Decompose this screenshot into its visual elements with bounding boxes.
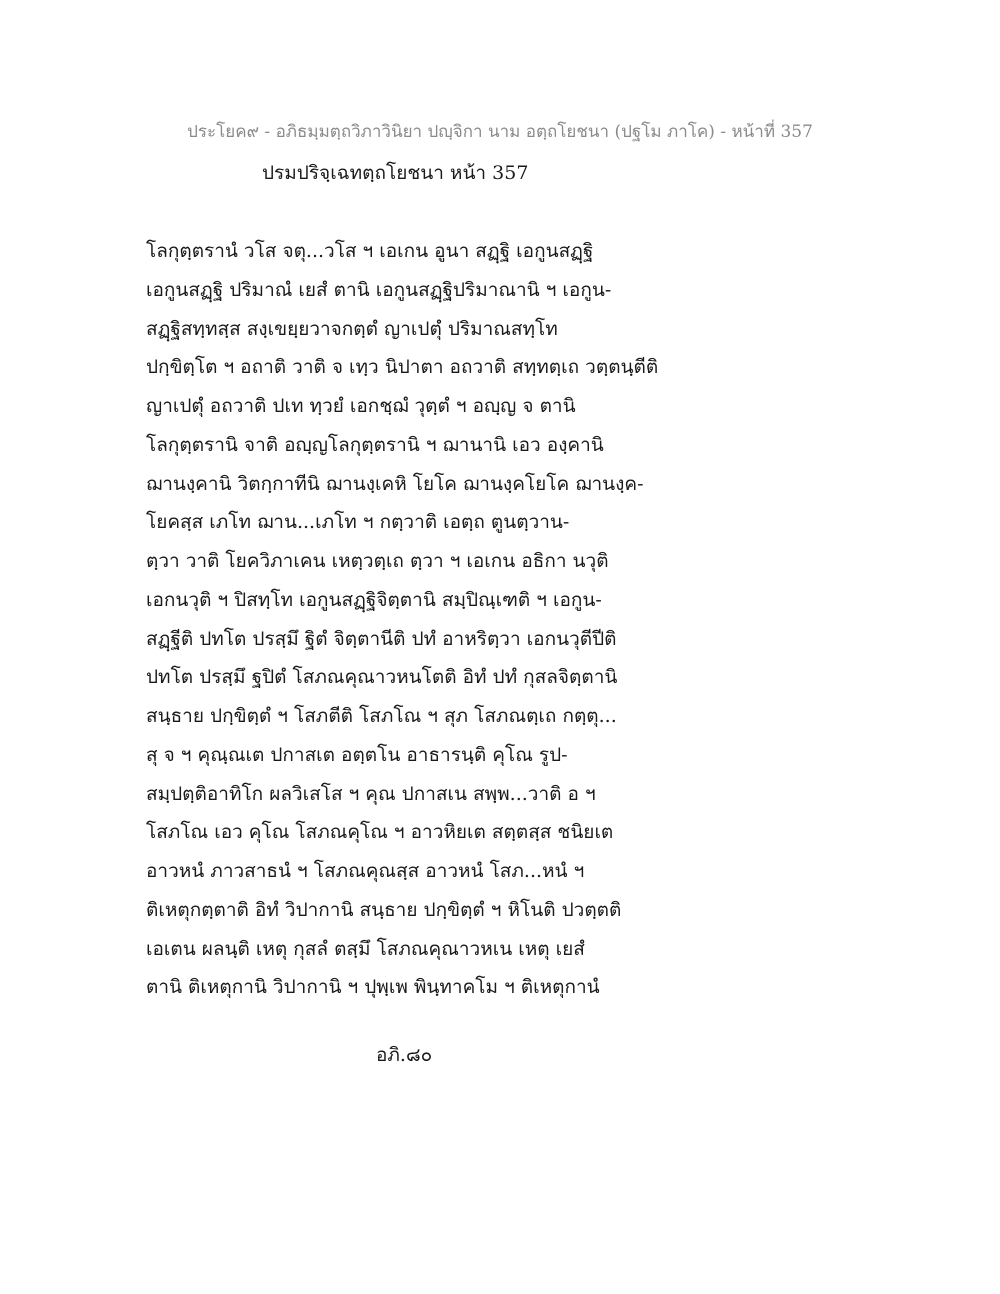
text-line: เอเตน ผลนฺติ เหตุ กุสลํ ตสฺมึ โสภณคุณาวหเน เหตุ เยสํ xyxy=(146,937,585,960)
body-text xyxy=(146,232,866,1007)
text-line: ญาเปตุํ อถวาติ ปเท ทฺวยํ เอกชฺฌํ วุตฺตํ ฯ อญฺญ จ ตานิ xyxy=(146,395,576,417)
text-line: โลกุตฺตรานํ วโส จตุ...วโส ฯ เอเกน อูนา สฏฺฐิ เอกูนสฏฺฐิ xyxy=(146,240,594,262)
text-line: ตานิ ติเหตุกานิ วิปากานิ ฯ ปุพฺเพ พินฺทาคโม ฯ ติเหตุกานํ xyxy=(146,976,600,999)
text-line: เอกูนสฏฺฐิ ปริมาณํ เยสํ ตานิ เอกูนสฏฺฐิปริมาณานิ ฯ เอกูน- xyxy=(146,278,612,301)
text-line: โยคสฺส เภโท ฌาน...เภโท ฯ กตฺวาติ เอตฺถ ตูนตฺวาน- xyxy=(146,511,570,534)
section-subheader: ปรมปริจฺเฉทตฺถโยชนา หน้า 357 xyxy=(262,162,529,184)
text-line: อาวหนํ ภาวสาธนํ ฯ โสภณคุณสฺส อาวหนํ โสภ...หนํ ฯ xyxy=(146,860,585,882)
page-footer: อภิ.๘๐ xyxy=(376,1044,433,1066)
text-line: โลกุตฺตรานิ จาติ อญฺญโลกุตฺตรานิ ฯ ฌานานิ เอว องฺคานิ xyxy=(146,433,604,456)
text-line: ติเหตุกตฺตาติ อิทํ วิปากานิ สนฺธาย ปกฺขิตฺตํ ฯ หิโนติ ปวตฺตติ xyxy=(146,898,622,921)
text-line: ปทโต ปรสฺมึ ฐปิตํ โสภณคุณาวหนโตติ อิทํ ปทํ กุสลจิตฺตานิ xyxy=(146,666,618,689)
running-header-text: ประโยค๙ - อภิธมฺมตฺถวิภาวินิยา ปญฺจิกา นาม อตฺถโยชนา (ปฐโม ภาโค) - หน้าที่ 357 xyxy=(187,122,813,142)
text-line: ฌานงฺคานิ วิตกฺกาทีนิ ฌานงฺเคหิ โยโค ฌานงฺคโยโค ฌานงฺค- xyxy=(146,472,644,495)
text-line: สฏฺฐีติ ปทโต ปรสฺมึ ฐิตํ จิตฺตานีติ ปทํ อาหริตฺวา เอกนวุตีปีติ xyxy=(146,627,617,650)
text-line: ปกฺขิตฺโต ฯ อถาติ วาติ จ เทฺว นิปาตา อถวาติ สทฺทตฺเถ วตฺตนฺตีติ xyxy=(146,356,659,379)
text-line: สุ จ ฯ คุณฺณเต ปกาสเต อตฺตโน อาธารนฺติ คุโณ รูป- xyxy=(146,743,568,766)
text-line: สฏฺฐิสทฺทสฺส สงฺเขยฺยวาจกตฺตํ ญาเปตุํ ปริมาณสทฺโท xyxy=(146,317,558,340)
text-line: สนฺธาย ปกฺขิตฺตํ ฯ โสภตีติ โสภโณ ฯ สุภ โสภณตฺเถ กตฺตุ... xyxy=(146,705,617,727)
text-line: สมฺปตฺติอาทิโก ผลวิเสโส ฯ คุณ ปกาสเน สพฺพ...วาติ อ ฯ xyxy=(146,782,596,805)
text-line: โสภโณ เอว คุโณ โสภณคุโณ ฯ อาวหิยเต สตฺตสฺส ชนิยเต xyxy=(146,821,614,844)
running-header xyxy=(0,118,1000,145)
text-line: ตฺวา วาติ โยควิภาเคน เหตฺวตฺเถ ตฺวา ฯ เอเกน อธิกา นวุติ xyxy=(146,550,609,572)
text-line: เอกนวุติ ฯ ปิสทฺโท เอกูนสฏฺฐิจิตฺตานิ สมฺปิณฺเฑติ ฯ เอกูน- xyxy=(146,588,602,611)
